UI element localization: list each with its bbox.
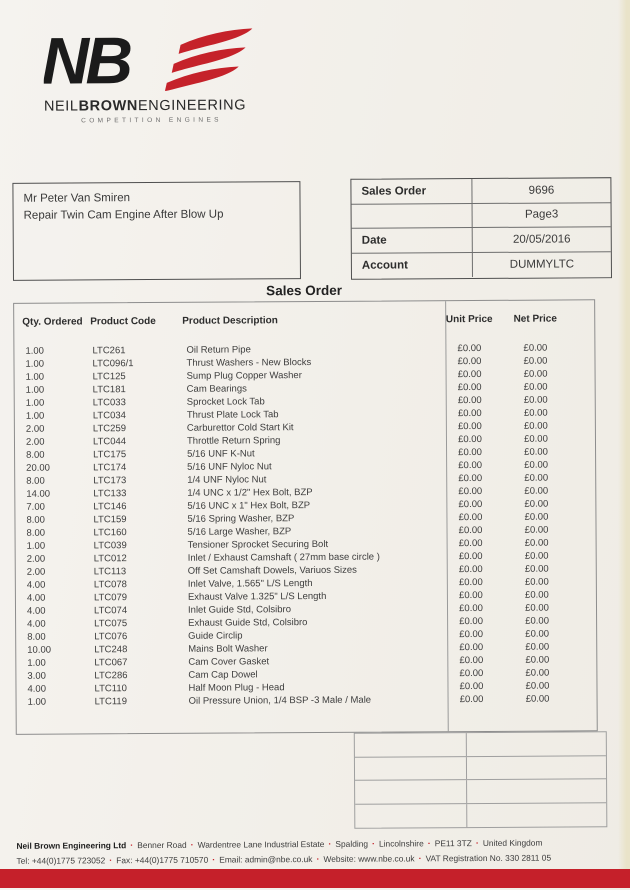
cell-net-price: £0.00	[525, 667, 550, 679]
footer-segment: Wardentree Lane Industrial Estate	[197, 838, 325, 850]
page-footer	[16, 835, 616, 869]
cell-qty: 14.00	[26, 488, 51, 500]
order-info-label: Sales Order	[351, 179, 472, 203]
cell-product-code: LTC039	[93, 540, 127, 552]
cell-product-code: LTC067	[94, 657, 128, 669]
cell-product-code: LTC173	[93, 475, 127, 487]
order-info-label	[352, 204, 473, 228]
footer-segment: Lincolnshire	[378, 838, 424, 849]
cell-unit-price: £0.00	[458, 550, 483, 563]
cell-product-code: LTC133	[93, 488, 127, 500]
cell-description: Carburettor Cold Start Kit	[186, 422, 294, 434]
cell-unit-price: £0.00	[459, 680, 484, 693]
cell-qty: 1.00	[25, 358, 45, 370]
company-name	[44, 97, 259, 114]
totals-grid	[354, 731, 608, 829]
separator-dot-icon: ·	[130, 840, 134, 851]
order-info-row	[352, 252, 611, 278]
cell-unit-price: £0.00	[458, 524, 483, 537]
cell-description: Exhaust Valve 1.325" L/S Length	[187, 590, 327, 603]
cell-unit-price: £0.00	[457, 394, 482, 407]
order-info-table	[350, 177, 612, 280]
separator-dot-icon: ·	[328, 838, 332, 849]
separator-dot-icon: ·	[418, 853, 422, 864]
scan-paper-edge	[618, 0, 630, 888]
cell-product-code: LTC248	[94, 644, 128, 656]
cell-qty: 1.00	[27, 696, 47, 708]
footer-segment: PE11 3TZ	[434, 838, 472, 849]
cell-qty: 8.00	[27, 631, 46, 643]
cell-qty: 1.00	[25, 397, 45, 409]
separator-dot-icon: ·	[371, 838, 376, 849]
cell-qty: 8.00	[26, 449, 45, 461]
cell-qty: 1.00	[25, 384, 45, 396]
cell-net-price: £0.00	[525, 680, 550, 692]
totals-grid-cell	[355, 780, 467, 803]
footer-contact-line	[16, 850, 616, 869]
cell-unit-price: £0.00	[457, 420, 482, 433]
totals-grid-cell	[467, 779, 606, 802]
cell-product-code: LTC044	[92, 436, 127, 448]
cell-net-price: £0.00	[523, 342, 548, 354]
totals-grid-row	[355, 756, 606, 781]
cell-net-price: £0.00	[525, 589, 549, 601]
col-header-qty: Qty. Ordered	[22, 316, 83, 328]
cell-product-code: LTC159	[93, 514, 127, 526]
order-info-row	[351, 178, 610, 204]
order-info-label: Date	[352, 228, 473, 252]
cell-unit-price: £0.00	[458, 433, 482, 446]
footer-segment: Website: www.nbe.co.uk	[323, 853, 415, 864]
order-info-value: Page3	[524, 208, 559, 221]
order-info-value: DUMMYLTC	[509, 258, 575, 271]
cell-net-price: £0.00	[523, 381, 548, 393]
order-info-value: 20/05/2016	[512, 233, 571, 246]
cell-description: 1/4 UNF Nyloc Nut	[187, 474, 267, 486]
footer-segment: United Kingdom	[482, 837, 543, 848]
company-name-brown: BROWN	[78, 98, 139, 115]
order-info-row	[352, 203, 611, 229]
cell-unit-price: £0.00	[457, 407, 482, 420]
cell-unit-price: £0.00	[458, 511, 483, 524]
cell-product-code: LTC259	[92, 423, 127, 435]
cell-description: Cam Cap Dowel	[188, 669, 258, 681]
cell-unit-price: £0.00	[458, 563, 483, 576]
footer-segment: Fax: +44(0)1775 710570	[116, 854, 209, 866]
cell-unit-price: £0.00	[458, 576, 483, 589]
col-header-code: Product Code	[90, 315, 156, 328]
separator-dot-icon: ·	[475, 838, 479, 849]
cell-unit-price: £0.00	[459, 589, 483, 602]
separator-dot-icon: ·	[190, 839, 194, 850]
cell-unit-price: £0.00	[459, 602, 483, 615]
cell-net-price: £0.00	[523, 394, 548, 406]
table-row	[17, 692, 597, 709]
cell-unit-price: £0.00	[459, 693, 484, 706]
nb-logo-icon	[43, 28, 255, 91]
totals-grid-cell	[467, 803, 606, 827]
cell-qty: 1.00	[25, 371, 45, 383]
cell-net-price: £0.00	[524, 563, 549, 575]
logo-swoosh-icon	[164, 28, 252, 91]
col-header-net-price: Net Price	[513, 313, 557, 325]
cell-unit-price: £0.00	[457, 381, 482, 394]
cell-description: Oil Pressure Union, 1/4 BSP -3 Male / Male	[188, 694, 372, 707]
totals-grid-cell	[467, 732, 606, 755]
cell-product-code: LTC075	[94, 618, 128, 630]
totals-grid-row	[355, 732, 606, 757]
cell-product-code: LTC160	[93, 527, 127, 539]
cell-description: Inlet / Exhaust Camshaft ( 27mm base circle )	[187, 551, 380, 564]
footer-segment: Spalding	[335, 838, 369, 849]
cell-net-price: £0.00	[525, 602, 549, 614]
company-name-neil: NEIL	[43, 98, 79, 115]
cell-unit-price: £0.00	[459, 667, 484, 680]
separator-dot-icon: ·	[316, 853, 320, 864]
page-title: Sales Order	[266, 282, 342, 299]
sales-order-table	[13, 299, 598, 735]
cell-qty: 2.00	[26, 566, 46, 578]
cell-description: Mains Bolt Washer	[188, 643, 268, 655]
cell-qty: 20.00	[26, 462, 50, 474]
cell-qty: 1.00	[27, 657, 46, 669]
table-header-row	[14, 313, 594, 331]
cell-net-price: £0.00	[524, 459, 549, 471]
cell-product-code: LTC261	[92, 345, 126, 357]
cell-net-price: £0.00	[525, 641, 550, 653]
cell-unit-price: £0.00	[457, 368, 482, 381]
cell-qty: 4.00	[27, 618, 46, 630]
company-name-engineering: ENGINEERING	[137, 97, 247, 115]
totals-grid-row	[355, 803, 606, 828]
cell-net-price: £0.00	[524, 485, 549, 497]
cell-unit-price: £0.00	[458, 537, 483, 550]
separator-dot-icon: ·	[212, 854, 216, 865]
cell-qty: 1.00	[25, 345, 44, 357]
cell-product-code: LTC012	[93, 553, 127, 565]
cell-unit-price: £0.00	[457, 355, 482, 368]
cell-description: 5/16 Large Washer, BZP	[187, 526, 292, 538]
totals-grid-cell	[467, 756, 606, 779]
footer-segment: Email: admin@nbe.co.uk	[219, 854, 313, 865]
cell-product-code: LTC181	[92, 384, 126, 396]
cell-qty: 7.00	[26, 501, 45, 513]
cell-description: Inlet Valve, 1.565" L/S Length	[187, 578, 313, 590]
cell-product-code: LTC074	[93, 605, 128, 617]
separator-dot-icon: ·	[427, 838, 431, 849]
cell-product-code: LTC174	[93, 462, 127, 474]
cell-qty: 4.00	[26, 592, 46, 604]
cell-qty: 2.00	[25, 436, 45, 448]
cell-qty: 3.00	[27, 670, 46, 682]
cell-description: Half Moon Plug - Head	[188, 682, 285, 694]
cell-description: Cam Cover Gasket	[188, 656, 270, 668]
cell-product-code: LTC034	[92, 410, 126, 422]
cell-net-price: £0.00	[524, 511, 549, 523]
col-header-unit-price: Unit Price	[445, 313, 493, 326]
order-info-row	[352, 227, 611, 253]
cell-description: Thrust Plate Lock Tab	[186, 409, 279, 421]
cell-net-price: £0.00	[524, 576, 549, 588]
cell-unit-price: £0.00	[459, 615, 484, 628]
cell-unit-price: £0.00	[459, 641, 484, 654]
cell-unit-price: £0.00	[458, 485, 483, 498]
cell-description: Throttle Return Spring	[186, 435, 281, 447]
cell-qty: 4.00	[26, 579, 46, 591]
cell-unit-price: £0.00	[458, 446, 482, 459]
cell-unit-price: £0.00	[459, 628, 484, 641]
cell-description: Oil Return Pipe	[186, 344, 251, 356]
cell-description: 5/16 UNF K-Nut	[187, 448, 255, 460]
cell-product-code: LTC113	[93, 566, 127, 578]
cell-description: Sump Plug Copper Washer	[186, 370, 302, 382]
cell-net-price: £0.00	[524, 472, 549, 484]
customer-name: Mr Peter Van Smiren	[23, 192, 131, 205]
totals-grid-cell	[355, 804, 467, 828]
cell-description: 1/4 UNC x 1/2" Hex Bolt, BZP	[187, 487, 313, 499]
job-description: Repair Twin Cam Engine After Blow Up	[23, 208, 224, 222]
sales-table-body	[14, 341, 596, 709]
cell-qty: 8.00	[26, 527, 46, 539]
cell-product-code: LTC146	[93, 501, 127, 513]
cell-qty: 2.00	[26, 553, 46, 565]
footer-segment: VAT Registration No. 330 2811 05	[425, 852, 552, 864]
cell-net-price: £0.00	[523, 407, 548, 419]
footer-red-band	[0, 869, 630, 888]
company-tagline: COMPETITION ENGINES	[81, 116, 222, 125]
cell-product-code: LTC110	[94, 683, 127, 695]
nb-monogram: NB	[43, 28, 130, 92]
cell-net-price: £0.00	[524, 550, 549, 562]
cell-unit-price: £0.00	[457, 342, 482, 355]
cell-qty: 1.00	[26, 540, 46, 552]
col-header-description: Product Description	[182, 315, 278, 327]
cell-product-code: LTC079	[93, 592, 128, 604]
cell-qty: 4.00	[26, 605, 46, 617]
footer-segment: Benner Road	[137, 839, 187, 851]
cell-net-price: £0.00	[523, 420, 548, 432]
cell-net-price: £0.00	[525, 628, 550, 640]
cell-product-code: LTC078	[93, 579, 127, 591]
cell-product-code: LTC286	[94, 670, 128, 682]
cell-description: 5/16 UNC x 1" Hex Bolt, BZP	[187, 500, 311, 512]
cell-product-code: LTC119	[94, 696, 127, 708]
footer-segment: Tel: +44(0)1775 723052	[16, 855, 106, 866]
cell-net-price: £0.00	[525, 615, 550, 627]
cell-description: Cam Bearings	[186, 383, 247, 395]
cell-product-code: LTC175	[93, 449, 127, 461]
cell-description: Tensioner Sprocket Securing Bolt	[187, 538, 329, 551]
order-info-value: 9696	[528, 184, 555, 197]
footer-company-name: Neil Brown Engineering Ltd	[16, 840, 127, 851]
cell-description: Thrust Washers - New Blocks	[186, 357, 312, 369]
cell-net-price: £0.00	[523, 368, 548, 380]
cell-net-price: £0.00	[523, 355, 548, 367]
separator-dot-icon: ·	[109, 855, 113, 866]
cell-net-price: £0.00	[524, 433, 548, 445]
cell-unit-price: £0.00	[458, 472, 483, 485]
cell-description: Guide Circlip	[188, 630, 243, 642]
cell-description: Inlet Guide Std, Colsibro	[187, 604, 292, 616]
cell-net-price: £0.00	[524, 498, 549, 510]
cell-unit-price: £0.00	[458, 459, 483, 472]
cell-net-price: £0.00	[524, 446, 548, 458]
cell-net-price: £0.00	[524, 524, 549, 536]
cell-qty: 2.00	[25, 423, 45, 435]
company-logo	[43, 28, 259, 124]
cell-description: Exhaust Guide Std, Colsibro	[188, 617, 308, 629]
cell-net-price: £0.00	[525, 693, 550, 705]
cell-qty: 10.00	[27, 644, 52, 656]
cell-unit-price: £0.00	[459, 654, 484, 667]
order-info-label: Account	[352, 253, 473, 278]
cell-product-code: LTC033	[92, 397, 126, 409]
cell-description: 5/16 UNF Nyloc Nut	[187, 461, 272, 473]
totals-grid-cell	[355, 757, 467, 780]
cell-qty: 8.00	[26, 475, 45, 487]
totals-grid-row	[355, 779, 606, 804]
cell-product-code: LTC096/1	[92, 358, 134, 370]
cell-description: Off Set Camshaft Dowels, Variuos Sizes	[187, 564, 357, 577]
customer-address-box	[12, 181, 301, 281]
cell-qty: 4.00	[27, 683, 47, 695]
cell-description: Sprocket Lock Tab	[186, 396, 265, 408]
cell-net-price: £0.00	[524, 537, 549, 549]
cell-qty: 8.00	[26, 514, 45, 526]
cell-product-code: LTC125	[92, 371, 126, 383]
cell-net-price: £0.00	[525, 654, 550, 666]
cell-unit-price: £0.00	[458, 498, 483, 511]
cell-qty: 1.00	[25, 410, 45, 422]
cell-description: 5/16 Spring Washer, BZP	[187, 513, 295, 525]
cell-product-code: LTC076	[94, 631, 128, 643]
totals-grid-cell	[355, 733, 467, 756]
